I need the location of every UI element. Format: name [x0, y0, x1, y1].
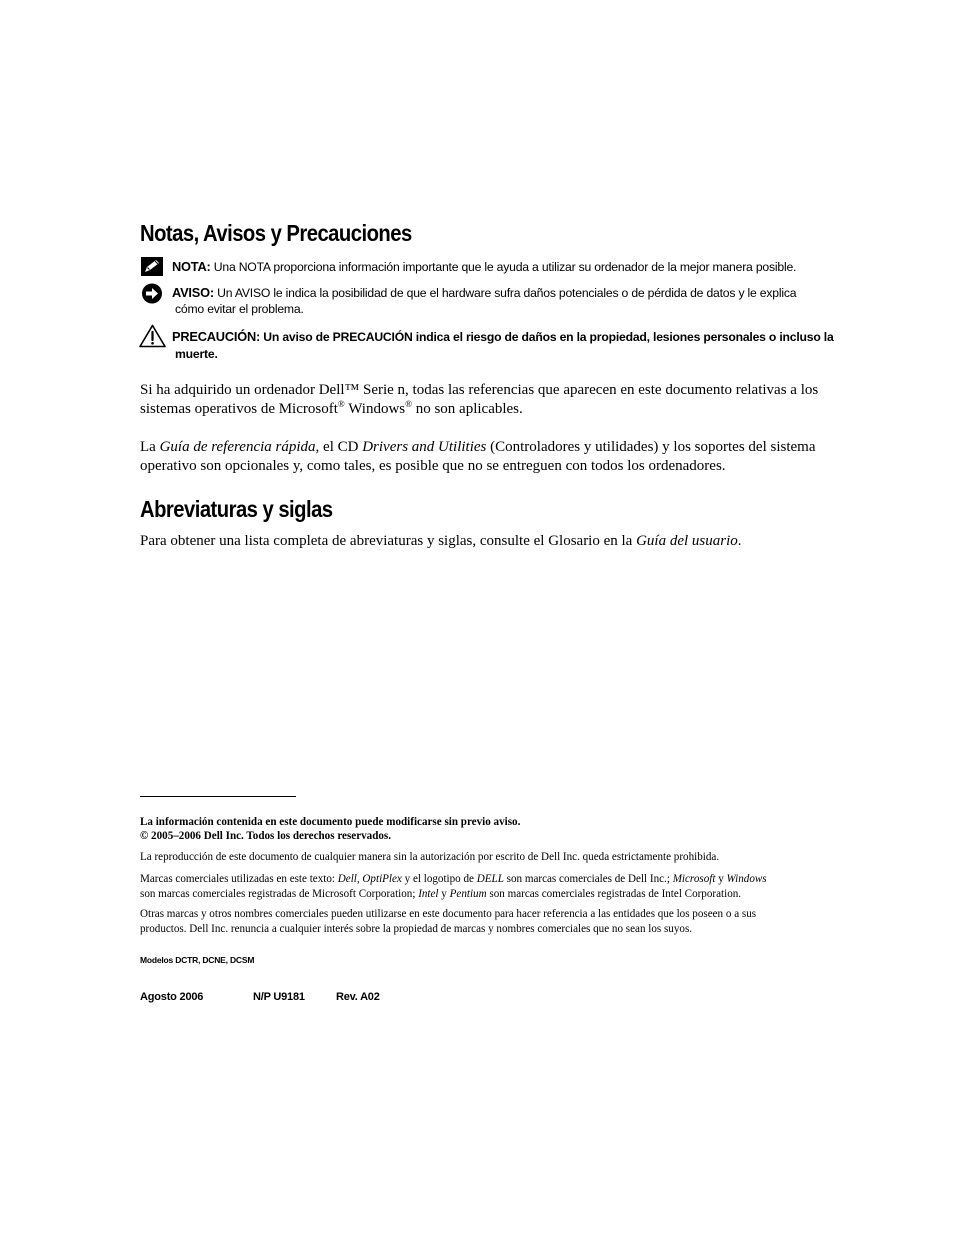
text-span: (Controladores y utilidades) y los soportes del sistema [486, 439, 816, 455]
text-span: . [737, 533, 742, 549]
text-span: y [715, 873, 727, 885]
text-span: son marcas comerciales registradas de Intel Corporation. [486, 888, 742, 900]
other-trademarks-line1: Otras marcas y otros nombres comerciales pueden utilizarse en este documento para hacer referencia a las entidades que los poseen o a sus [140, 908, 757, 920]
section-heading-notes: Notas, Avisos y Precauciones [140, 220, 412, 246]
pencil-note-icon [141, 257, 163, 276]
footer-part-number: N/P U9181 [253, 991, 305, 1003]
trademark-dell-logo: DELL [476, 873, 504, 885]
text-span: , [356, 873, 363, 885]
trademark-microsoft: Microsoft [672, 873, 716, 885]
other-trademarks-paragraph [140, 907, 756, 937]
text-span: son marcas comerciales de Dell Inc.; [503, 873, 673, 885]
trademarks-paragraph [140, 872, 767, 902]
precaucion-note [172, 328, 834, 346]
section-heading-abbreviations: Abreviaturas y siglas [140, 496, 333, 522]
aviso-text-line2: cómo evitar el problema. [175, 302, 304, 316]
legal-notice-line1: La información contenida en este documento puede modificarse sin previo aviso. [140, 816, 521, 828]
nota-note [172, 258, 796, 276]
paragraph-line [140, 438, 816, 457]
text-span: , el CD [315, 439, 363, 455]
aviso-text-line1: Un AVISO le indica la posibilidad de que el hardware sufra daños potenciales o de pérdida de datos y le explica [217, 286, 797, 300]
other-trademarks-line2: productos. Dell Inc. renuncia a cualquier interés sobre la propiedad de marcas y nombres comerciales que no sean los suyos. [140, 923, 693, 935]
paragraph-line: operativo son opcionales y, como tales, es posible que no se entreguen con todos los ordenadores. [140, 458, 726, 474]
footnote-rule [140, 796, 296, 797]
registered-mark: ® [337, 399, 345, 409]
precaucion-text-line2: muerte. [175, 347, 218, 361]
paragraph-dell-n-series [140, 381, 818, 419]
precaucion-text-line1: Un aviso de PRECAUCIÓN indica el riesgo de daños en la propiedad, lesiones personales o incluso la [263, 330, 834, 344]
text-span: Windows [344, 401, 406, 417]
text-span: sistemas operativos de Microsoft [140, 401, 338, 417]
precaucion-label: PRECAUCIÓN: [172, 329, 261, 344]
aviso-note [172, 284, 796, 302]
paragraph-line [140, 400, 818, 419]
footer-revision: Rev. A02 [336, 991, 380, 1003]
warning-triangle-icon [139, 324, 166, 348]
text-span: Marcas comerciales utilizadas en este texto: [140, 873, 338, 885]
trademark-pentium: Pentium [449, 888, 487, 900]
trademark-optiplex: OptiPlex [362, 873, 402, 885]
trademarks-line2 [140, 887, 767, 902]
trademarks-line1 [140, 872, 767, 887]
nota-label: NOTA: [172, 259, 211, 274]
trademark-dell: Dell [337, 873, 357, 885]
notice-arrow-icon [141, 283, 163, 304]
registered-mark: ® [405, 399, 412, 409]
footer-date: Agosto 2006 [140, 991, 204, 1003]
text-span: La [140, 439, 160, 455]
trademark-intel: Intel [418, 888, 439, 900]
copyright-line: © 2005–2006 Dell Inc. Todos los derechos reservados. [140, 830, 392, 842]
drivers-utilities-title: Drivers and Utilities [362, 439, 487, 455]
users-guide-title: Guía del usuario [636, 533, 738, 549]
paragraph-line: Si ha adquirido un ordenador Dell™ Serie n, todas las referencias que aparecen en este documento relativas a los [140, 382, 819, 398]
text-span: Para obtener una lista completa de abreviaturas y siglas, consulte el Glosario en la [140, 533, 637, 549]
text-span: no son aplicables. [411, 401, 523, 417]
text-span: y el logotipo de [401, 873, 477, 885]
paragraph-glossary [140, 532, 742, 551]
reproduction-notice: La reproducción de este documento de cualquier manera sin la autorización por escrito de Dell Inc. queda estrictamente prohibida. [140, 851, 720, 863]
quick-reference-title: Guía de referencia rápida [159, 439, 316, 455]
nota-text: Una NOTA proporciona información importante que le ayuda a utilizar su ordenador de la mejor manera posible. [213, 260, 797, 274]
text-span: son marcas comerciales registradas de Microsoft Corporation; [140, 888, 419, 900]
paragraph-optional-media [140, 438, 816, 476]
trademark-windows: Windows [726, 873, 767, 885]
text-span: y [438, 888, 450, 900]
aviso-label: AVISO: [172, 285, 214, 300]
model-numbers: Modelos DCTR, DCNE, DCSM [140, 955, 255, 965]
